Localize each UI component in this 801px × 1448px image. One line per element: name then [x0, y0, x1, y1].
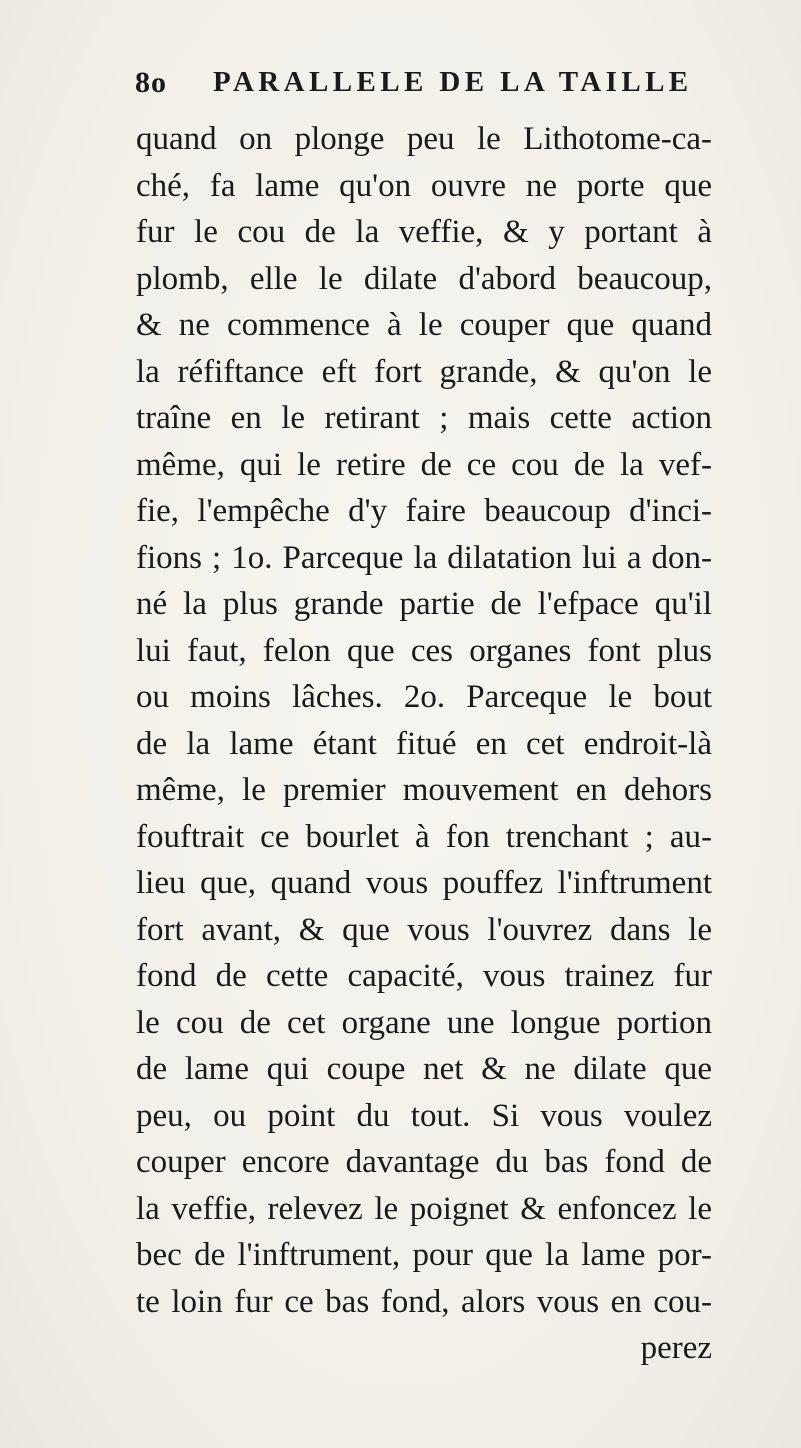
- text-line: la veffie, relevez le poignet & enfoncez le: [136, 1190, 712, 1227]
- text-line-catchword: perez: [640, 1330, 712, 1366]
- text-line: de lame qui coupe net & ne dilate que: [136, 1051, 712, 1087]
- text-line: ou moins lâches. 2o. Parceque le bout: [136, 679, 712, 715]
- text-line: fond de cette capacité, vous trainez fur: [136, 958, 712, 994]
- running-title: PARALLELE DE LA TAILLE: [213, 66, 693, 98]
- text-line: peu, ou point du tout. Si vous voulez: [136, 1097, 712, 1134]
- text-line: fions ; 1o. Parceque la dilatation lui a don-: [136, 539, 712, 576]
- text-line: te loin fur ce bas fond, alors vous en cou-: [136, 1283, 712, 1320]
- text-line: lieu que, quand vous pouffez l'inftrument: [136, 865, 712, 901]
- text-line: fouftrait ce bourlet à fon trenchant ; au-: [136, 818, 712, 855]
- text-line: & ne commence à le couper que quand: [136, 307, 712, 343]
- text-line: traîne en le retirant ; mais cette action: [136, 400, 712, 436]
- text-line: bec de l'inftrument, pour que la lame por-: [136, 1237, 712, 1273]
- body-text: [136, 116, 712, 1372]
- text-line: même, le premier mouvement en dehors: [136, 772, 712, 808]
- text-line: lui faut, felon que ces organes font plus: [136, 632, 712, 669]
- running-head: [135, 66, 715, 106]
- text-line: le cou de cet organe une longue portion: [136, 1004, 712, 1041]
- text-line: ché, fa lame qu'on ouvre ne porte que: [136, 167, 712, 204]
- page-number: 8o: [135, 66, 167, 99]
- text-line: même, qui le retire de ce cou de la vef-: [136, 446, 712, 483]
- text-line: la réfiftance eft fort grande, & qu'on le: [136, 353, 712, 390]
- text-line: né la plus grande partie de l'efpace qu'il: [136, 586, 712, 622]
- text-line: quand on plonge peu le Lithotome-ca-: [136, 121, 712, 157]
- text-line: fort avant, & que vous l'ouvrez dans le: [136, 911, 712, 948]
- text-line: de la lame étant fitué en cet endroit-là: [136, 725, 712, 762]
- text-line: couper encore davantage du bas fond de: [136, 1144, 712, 1180]
- text-line: fur le cou de la veffie, & y portant à: [136, 214, 712, 250]
- text-line: plomb, elle le dilate d'abord beaucoup,: [136, 260, 712, 297]
- text-line: fie, l'empêche d'y faire beaucoup d'inci-: [136, 493, 712, 529]
